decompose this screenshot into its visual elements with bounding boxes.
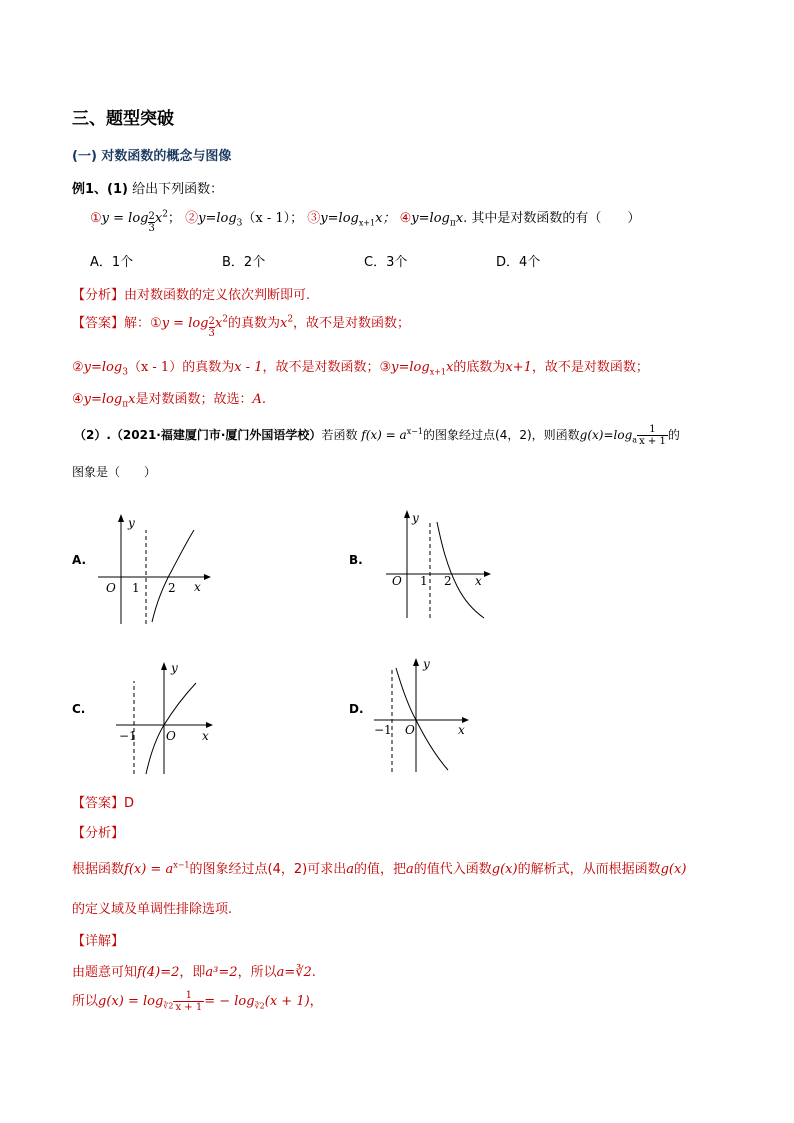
- example1-items: ①y = log $\frac{2}{3}$ $x^2$； $②y=\log_3(x - 1)$； $③y=\log_{x+1}x$； $④y=\log_\pi x$. 其中是对数函数的有（ ）: [90, 209, 641, 234]
- option-c-y-label: y: [171, 661, 178, 675]
- choice-b: B．2个: [222, 255, 266, 270]
- example1-analysis: 【分析】由对数函数的定义依次判断即可.: [72, 288, 311, 303]
- choice-a: A．1个: [90, 255, 134, 270]
- section-title: 三、题型突破: [72, 109, 174, 129]
- example2-detail-tag: 【详解】: [72, 934, 125, 949]
- example1-answer-line1: 【答案】解：①y = log $\frac{2}{3}$ $x^2$的真数为$x^2$，故不是对数函数；: [72, 314, 411, 339]
- option-a-tick-2: 2: [168, 581, 176, 595]
- option-c-graph: [114, 656, 218, 776]
- example2-answer: 【答案】D: [72, 796, 135, 811]
- option-b-origin: O: [392, 574, 402, 588]
- example2-detail-line1: 由题意可知f(4)=2，即a³=2，所以a=∛2.: [72, 965, 316, 980]
- option-d-label: D.: [349, 702, 364, 716]
- subsection-title: (一) 对数函数的概念与图像: [72, 149, 232, 164]
- option-d-tick-neg1: −1: [374, 723, 392, 737]
- option-a-y-label: y: [128, 516, 135, 530]
- option-d-y-label: y: [423, 657, 430, 671]
- option-c-x-label: x: [202, 729, 209, 743]
- option-b-x-label: x: [475, 574, 482, 588]
- option-d-x-label: x: [458, 723, 465, 737]
- example1-answer-line2: $②y=\log_3(x - 1)$的真数为x - 1，故不是对数函数；$③y=\log_{x+1}x$的底数为x+1，故不是对数函数；: [72, 360, 649, 378]
- option-b-label: B.: [349, 553, 363, 567]
- example2-detail-line2: 所以$g(x) = \log_{∛2}$ $\frac{1}{x + 1}$ = − $\log_{∛2}(x + 1)$，: [72, 990, 323, 1013]
- example2-analysis-line1: 根据函数$f(x) = a^{x-1}$的图象经过点(4，2)可求出a的值，把a的值代入函数g(x)的解析式，从而根据函数g(x): [72, 860, 687, 877]
- option-c-tick-neg1: −1: [119, 729, 137, 743]
- option-c-origin: O: [166, 729, 176, 743]
- choice-c: C．3个: [364, 255, 408, 270]
- option-a-label: A.: [72, 553, 87, 567]
- choice-d: D．4个: [496, 255, 541, 270]
- option-b-tick-2: 2: [444, 574, 452, 588]
- option-a-graph: [94, 510, 214, 626]
- example2-analysis-line2: 的定义域及单调性排除选项.: [72, 902, 233, 917]
- option-b-y-label: y: [412, 511, 419, 525]
- example1-answer-line3: $④y=\log_\pi x$是对数函数；故选：A.: [72, 392, 267, 410]
- option-a-x-label: x: [194, 580, 201, 594]
- option-b-tick-1: 1: [420, 574, 428, 588]
- option-b-graph: [382, 506, 494, 622]
- example2-stem-line2: 图象是（ ）: [72, 465, 157, 479]
- example2-analysis-tag: 【分析】: [72, 826, 125, 841]
- example1-stem: 例1、(1) 给出下列函数：: [72, 182, 224, 197]
- option-a-tick-1: 1: [132, 581, 140, 595]
- example2-stem: （2）.（2021·福建厦门市·厦门外国语学校）若函数 $f(x) = a^{x-1}$的图象经过点(4，2)，则函数$g(x)=\log_a$ $\frac{1}{x + 1}$ 的: [74, 424, 680, 447]
- option-d-origin: O: [405, 723, 415, 737]
- option-c-label: C.: [72, 702, 86, 716]
- option-a-origin: O: [106, 581, 116, 595]
- option-d-graph: [372, 654, 476, 776]
